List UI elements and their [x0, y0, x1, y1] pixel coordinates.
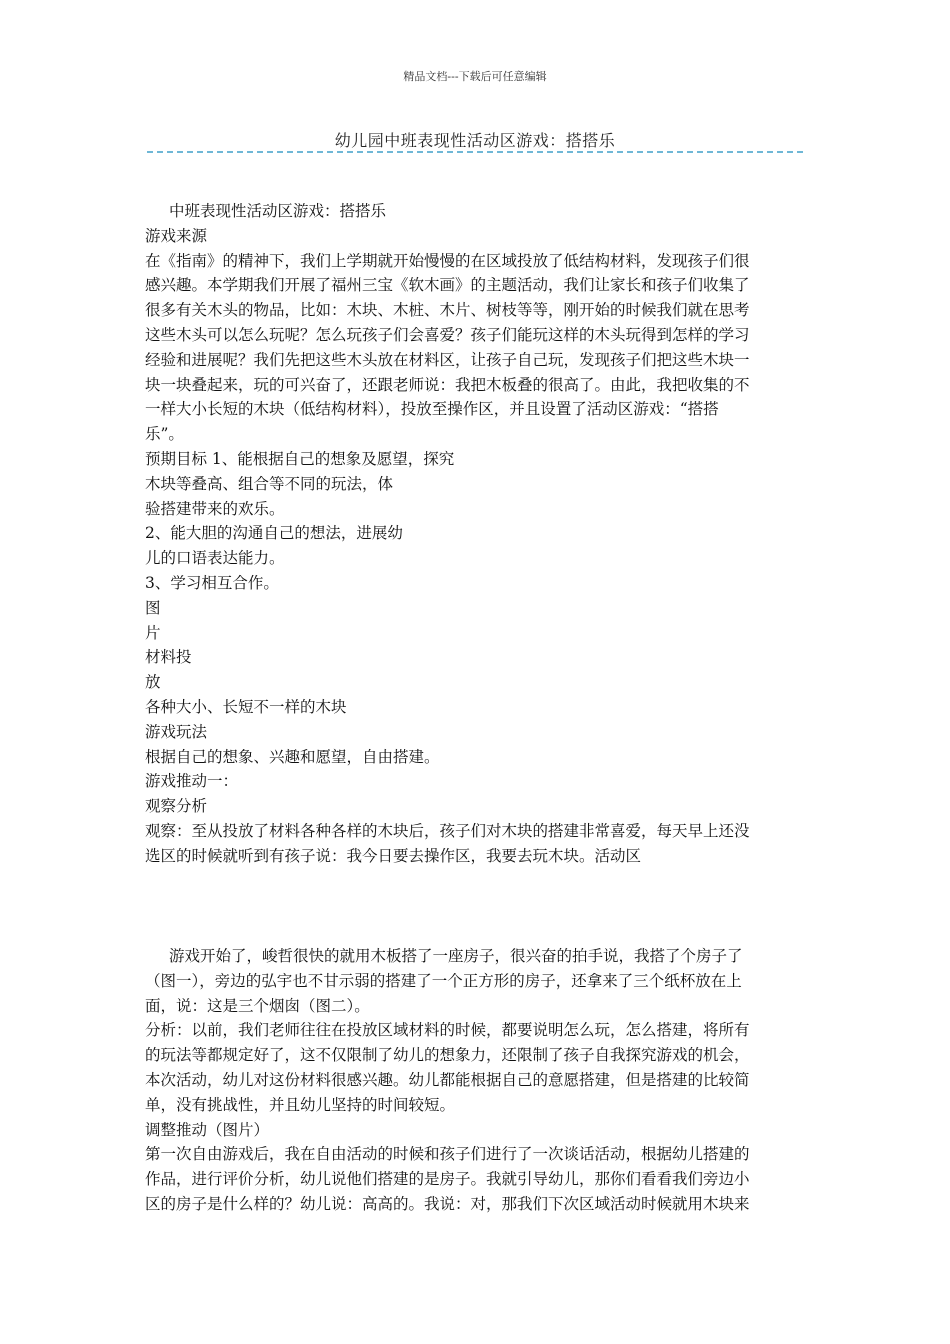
text-line: 放 [145, 673, 161, 692]
text-line: 感兴趣。本学期我们开展了福州三宝《软木画》的主题活动，我们让家长和孩子们收集了 [145, 276, 750, 295]
text-line: 经验和进展呢？我们先把这些木头放在材料区，让孩子自己玩，发现孩子们把这些木块一 [145, 350, 750, 369]
text-line: 面，说：这是三个烟囱（图二）。 [145, 996, 370, 1015]
text-line: （图一），旁边的弘宇也不甘示弱的搭建了一个正方形的房子，还拿来了三个纸杯放在上 [145, 971, 742, 990]
body-section-2 [145, 944, 810, 1217]
text-line: 游戏来源 [145, 226, 208, 245]
text-line: 木块等叠高、组合等不同的玩法，体 [145, 474, 394, 493]
text-line: 根据自己的想象、兴趣和愿望，自由搭建。 [145, 747, 440, 766]
text-line: 材料投 [145, 648, 192, 667]
title-divider [147, 151, 803, 153]
body-section-1 [145, 199, 810, 869]
text-line: 在《指南》的精神下，我们上学期就开始慢慢的在区域投放了低结构材料，发现孩子们很 [145, 251, 750, 270]
text-line: 调整推动（图片） [145, 1120, 270, 1139]
text-line: 一样大小长短的木块（低结构材料），投放至操作区，并且设置了活动区游戏：“搭搭 [145, 400, 719, 419]
text-line: 儿的口语表达能力。 [145, 549, 285, 568]
document-title: 幼儿园中班表现性活动区游戏：搭搭乐 [334, 131, 616, 150]
text-line: 单，没有挑战性，并且幼儿坚持的时间较短。 [145, 1095, 456, 1114]
text-line: 各种大小、长短不一样的木块 [145, 697, 347, 716]
text-line: 图 [145, 598, 161, 617]
text-line: 观察：至从投放了材料各种各样的木块后，孩子们对木块的搭建非常喜爱，每天早上还没 [145, 821, 750, 840]
text-line: 很多有关木头的物品，比如：木块、木桩、木片、树枝等等，刚开始的时候我们就在思考 [145, 301, 750, 320]
text-line: 第一次自由游戏后，我在自由活动的时候和孩子们进行了一次谈话活动，根据幼儿搭建的 [145, 1145, 750, 1164]
text-line: 本次活动，幼儿对这份材料很感兴趣。幼儿都能根据自己的意愿搭建，但是搭建的比较简 [145, 1070, 750, 1089]
text-line: 乐”。 [145, 425, 184, 444]
text-line: 游戏开始了，峻哲很快的就用木板搭了一座房子，很兴奋的拍手说，我搭了个房子了 [169, 947, 743, 965]
text-line: 作品，进行评价分析，幼儿说他们搭建的是房子。我就引导幼儿，那你们看看我们旁边小 [145, 1170, 750, 1189]
text-line: 验搭建带来的欢乐。 [145, 499, 285, 518]
text-line: 观察分析 [145, 797, 208, 816]
text-line: 这些木头可以怎么玩呢？怎么玩孩子们会喜爱？孩子们能玩这样的木头玩得到怎样的学习 [145, 325, 750, 344]
text-line: 游戏推动一： [145, 772, 239, 791]
text-line: 片 [145, 623, 161, 642]
text-line: 的玩法等都规定好了，这不仅限制了幼儿的想象力，还限制了孩子自我探究游戏的机会， [145, 1046, 750, 1065]
text-line: 3、学习相互合作。 [145, 573, 279, 592]
text-line: 选区的时候就听到有孩子说：我今日要去操作区，我要去玩木块。活动区 [145, 846, 642, 865]
text-line: 区的房子是什么样的？幼儿说：高高的。我说：对，那我们下次区域活动时候就用木块来 [145, 1194, 750, 1213]
text-line: 2、能大胆的沟通自己的想法，进展幼 [145, 524, 403, 543]
text-line: 中班表现性活动区游戏：搭搭乐 [169, 202, 387, 220]
text-line: 块一块叠起来，玩的可兴奋了，还跟老师说：我把木板叠的很高了。由此，我把收集的不 [145, 375, 750, 394]
text-line: 游戏玩法 [145, 722, 208, 741]
text-line: 分析：以前，我们老师往往在投放区域材料的时候，都要说明怎么玩，怎么搭建，将所有 [145, 1021, 750, 1040]
header-note: 精品文档---下载后可任意编辑 [403, 70, 547, 83]
text-line: 预期目标 1、能根据自己的想象及愿望，探究 [145, 449, 455, 468]
